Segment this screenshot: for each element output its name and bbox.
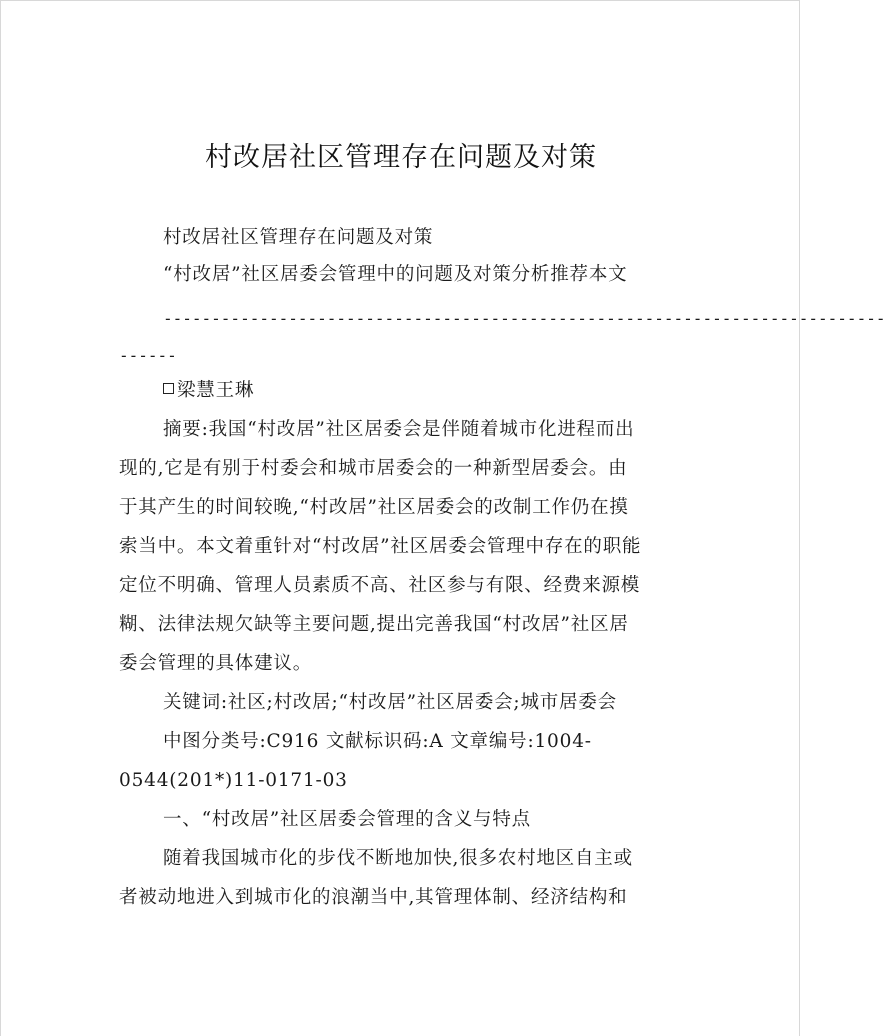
author-line (163, 378, 733, 404)
author-names: 梁慧王琳 (177, 380, 255, 401)
body-line-2: 者被动地进入到城市化的浪潮当中,其管理体制、经济结构和 (119, 887, 628, 908)
recommendation-line: “村改居”社区居委会管理中的问题及对策分析推荐本文 (163, 264, 628, 285)
abstract-line-1: 摘要:我国“村改居”社区居委会是伴随着城市化进程而出 (163, 419, 635, 440)
keywords-line: 关键词:社区;村改居;“村改居”社区居委会;城市居委会 (163, 692, 617, 713)
abstract-line-5: 定位不明确、管理人员素质不高、社区参与有限、经费来源模 (119, 575, 641, 596)
classification-line-continued: 0544(201*)11-0171-03 (119, 770, 348, 791)
separator-dashes: --------------------------------------------------------------------------- (163, 309, 885, 328)
section-heading: 一、“村改居”社区居委会管理的含义与特点 (163, 809, 531, 830)
abstract-line-4: 索当中。本文着重针对“村改居”社区居委会管理中存在的职能 (119, 536, 642, 557)
document-title: 村改居社区管理存在问题及对策 (205, 142, 597, 173)
classification-line: 中图分类号:C916 文献标识码:A 文章编号:1004- (163, 731, 592, 752)
square-icon (163, 383, 174, 394)
abstract-line-6: 糊、法律法规欠缺等主要问题,提出完善我国“村改居”社区居 (119, 614, 629, 635)
abstract-line-2: 现的,它是有别于村委会和城市居委会的一种新型居委会。由 (119, 458, 628, 479)
separator-dashes-continued: ------ (119, 346, 177, 365)
subtitle-line: 村改居社区管理存在问题及对策 (163, 227, 434, 248)
abstract-line-3: 于其产生的时间较晚,“村改居”社区居委会的改制工作仍在摸 (119, 497, 629, 518)
body-line-1: 随着我国城市化的步伐不断地加快,很多农村地区自主或 (163, 848, 633, 869)
abstract-line-7: 委会管理的具体建议。 (119, 653, 313, 674)
